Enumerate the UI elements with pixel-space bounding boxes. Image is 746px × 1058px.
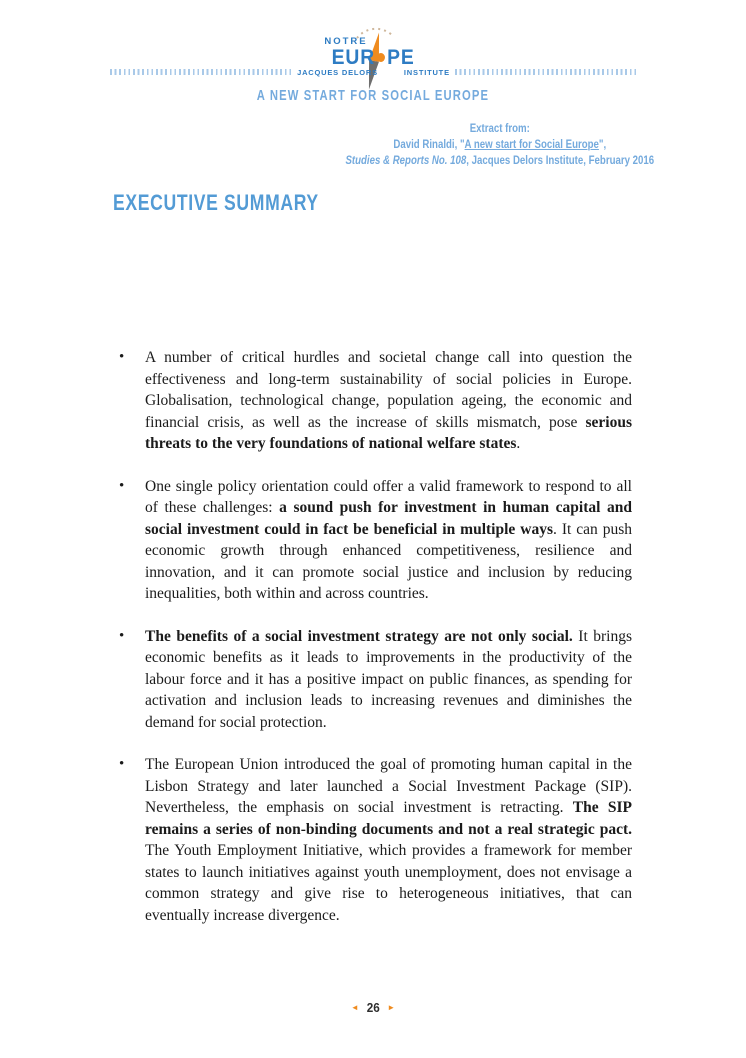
bullet-icon: • (119, 349, 125, 365)
bullet-text: . It can push economic growth through enhanced competitiveness, resilience and innovation, and it can promote social justice and inclusion by reducing inequalities, both within and across countries. (145, 520, 632, 602)
bullet-text: It brings economic benefits as it leads to improvements in the productivity of the labour force and it has a positive impact on public finances, as spending for activation and inclusion leads to increasing revenues and diminishes the demand for social protection. (145, 627, 632, 731)
page-number: 26 (366, 1000, 380, 1015)
logo-caption-left: JACQUES DELORS (297, 67, 378, 77)
dotted-rule (110, 67, 637, 77)
page-footer (0, 1000, 746, 1015)
list-item (118, 347, 632, 455)
logo-pe: PE (386, 46, 415, 69)
bullet-text: . (516, 435, 521, 452)
bullet-text: The Youth Employment Initiative, which provides a framework for member states to launch initiatives against youth unemployment, does not envisage a common strategy and give rise to heterogeneous initiatives, that can eventually increase divergence. (145, 842, 632, 924)
right-arrow-icon: ► (387, 1002, 396, 1012)
list-item (118, 626, 632, 734)
bullet-text-bold: The benefits of a social investment strategy are not only social. (145, 627, 573, 645)
extract-reference (300, 122, 685, 169)
bullet-text: A number of critical hurdles and societal change call into question the effectiveness and long-term sustainability of social policies in Europe. Globalisation, technological change, population ageing, the economic and financial crisis, as well as the increase of skills mismatch, pose (145, 349, 632, 431)
bullet-list (118, 347, 632, 947)
list-item (118, 476, 632, 605)
extract-author-line: David Rinaldi, "A new start for Social Europe", (393, 138, 606, 151)
bullet-text-bold: serious threats to the very foundations of national welfare states (145, 413, 632, 452)
bullet-text: One single policy orientation could offer a valid framework to respond to all of these challenges: (145, 477, 632, 516)
section-title: EXECUTIVE SUMMARY (113, 190, 319, 215)
extract-intro: Extract from: (469, 123, 530, 135)
logo-caption-right: INSTITUTE (403, 67, 450, 77)
bullet-icon: • (119, 627, 125, 644)
report-link[interactable]: A new start for Social Europe (464, 138, 599, 151)
dotted-line-left (110, 69, 292, 75)
extract-series-line: Studies & Reports No. 108, Jacques Delors Institute, February 2016 (345, 154, 654, 167)
logo-orange-dot-icon (377, 53, 385, 62)
bullet-text-bold: a sound push for investment in human capital and social investment could in fact be beneficial in multiple ways (145, 499, 632, 538)
logo-notre-text: NOTRE (324, 36, 368, 47)
logo-eur: EUR (331, 46, 375, 69)
left-arrow-icon: ◄ (350, 1002, 359, 1012)
bullet-icon: • (119, 477, 125, 494)
bullet-text: The European Union introduced the goal of promoting human capital in the Lisbon Strategy and later launched a Social Investment Package (SIP). Nevertheless, the emphasis on social investment is retracting. (145, 756, 632, 816)
list-item (118, 754, 632, 926)
document-running-title: A NEW START FOR SOCIAL EUROPE (256, 87, 490, 104)
dotted-line-right (455, 69, 637, 75)
bullet-icon: • (119, 756, 125, 772)
bullet-text-bold: The SIP remains a series of non-binding documents and not a real strategic pact. (145, 799, 632, 838)
